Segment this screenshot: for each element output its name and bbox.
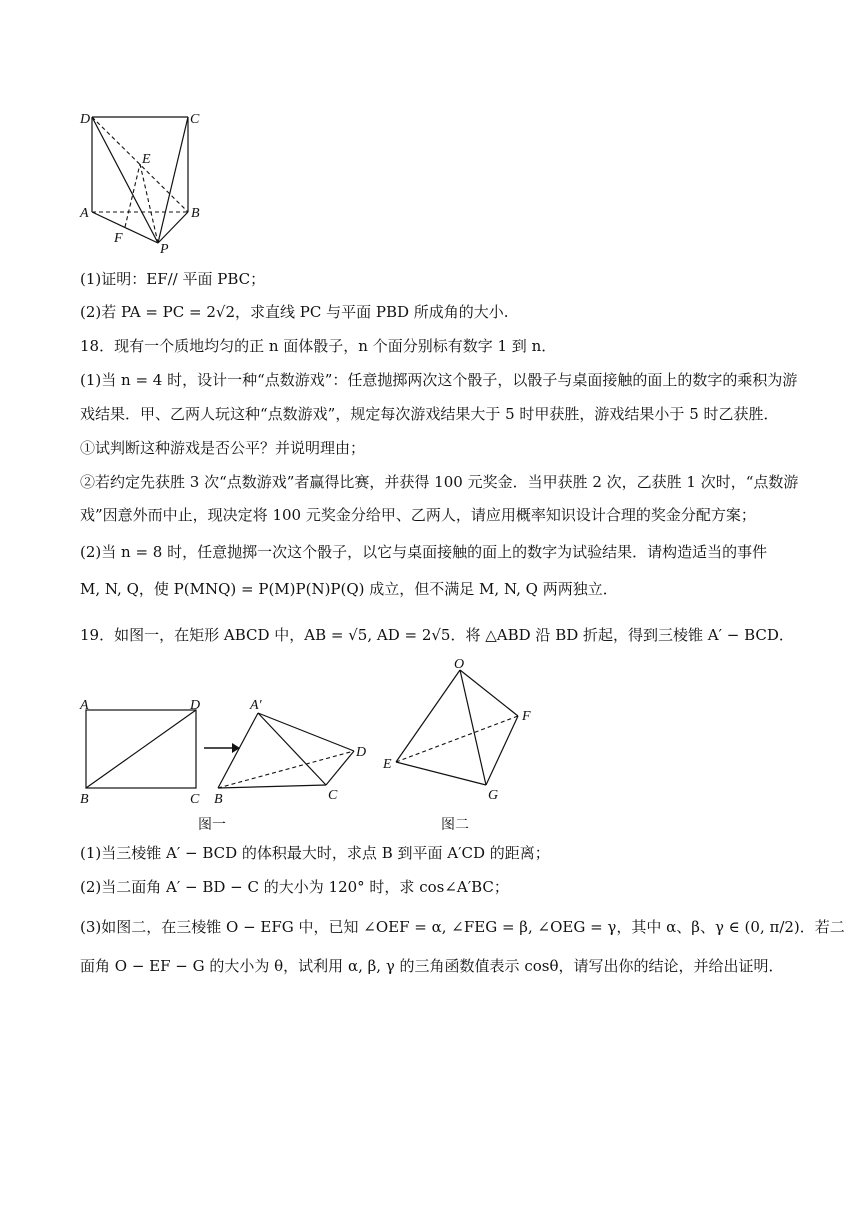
tetra-label-E: E (383, 757, 392, 772)
q18-part2-line2: M, N, Q，使 P(MNQ) = P(M)P(N)P(Q) 成立，但不满足 M, N, Q 两两独立． (80, 580, 618, 598)
q19-part3-line2: 面角 O − EF − G 的大小为 θ，试利用 α, β, γ 的三角函数值表示 cosθ，请写出你的结论，并给出证明． (80, 957, 784, 975)
q18-sub1: ①试判断这种游戏是否公平？并说明理由； (80, 439, 366, 457)
q17-part2: (2)若 PA = PC = 2√2，求直线 PC 与平面 PBD 所成角的大小. (80, 303, 509, 321)
label-D: D (80, 112, 91, 127)
fold-label-A1: A′ (250, 698, 262, 713)
tetrahedron-oefg-figure (380, 654, 550, 804)
tetra-label-G: G (488, 788, 499, 803)
tetra-label-O: O (454, 657, 465, 672)
tetra-label-F: F (522, 709, 531, 724)
label-C: C (190, 112, 200, 127)
q19-part3-line1: (3)如图二，在三棱锥 O − EFG 中，已知 ∠OEF = α, ∠FEG = β, ∠OEG = γ，其中 α、β、γ ∈ (0, π/2)．若二 (80, 918, 845, 936)
fold-label-C: C (328, 788, 338, 803)
rect-label-C: C (190, 792, 200, 807)
q18-part2-line1: (2)当 n = 8 时，任意抛掷一次这个骰子，以它与桌面接触的面上的数字为试验结果．请构造适当的事件 (80, 543, 768, 561)
label-E: E (142, 152, 151, 167)
q18-sub2-line2: 戏”因意外而中止，现决定将 100 元奖金分给甲、乙两人，请应用概率知识设计合理的奖金分配方案； (80, 506, 756, 524)
rect-label-A: A (80, 698, 89, 713)
label-B: B (191, 206, 200, 221)
rectangle-figure (76, 696, 216, 808)
q19-part1: (1)当三棱锥 A′ − BCD 的体积最大时，求点 B 到平面 A′CD 的距离； (80, 844, 550, 862)
figure2-caption: 图二 (441, 817, 469, 833)
q18-part1-line2: 戏结果．甲、乙两人玩这种“点数游戏”，规定每次游戏结果大于 5 时甲获胜，游戏结果小于 5 时乙获胜． (80, 405, 779, 423)
q19-stem: 19．如图一，在矩形 ABCD 中，AB = √5, AD = 2√5．将 △ABD 沿 BD 折起，得到三棱锥 A′ − BCD． (80, 626, 794, 644)
q18-sub2-line1: ②若约定先获胜 3 次“点数游戏”者赢得比赛，并获得 100 元奖金．当甲获胜 2 次，乙获胜 1 次时，“点数游 (80, 473, 799, 491)
prism-figure (76, 106, 216, 256)
q17-part1: (1)证明：EF// 平面 PBC； (80, 270, 266, 288)
label-F: F (114, 231, 123, 246)
label-A: A (80, 206, 89, 221)
fold-label-D: D (356, 745, 367, 760)
q19-part2: (2)当二面角 A′ − BD − C 的大小为 120° 时，求 cos∠A′BC； (80, 878, 509, 896)
rect-label-D: D (190, 698, 201, 713)
q18-stem: 18．现有一个质地均匀的正 n 面体骰子，n 个面分别标有数字 1 到 n． (80, 337, 557, 355)
q18-part1-line1: (1)当 n = 4 时，设计一种“点数游戏”：任意抛掷两次这个骰子，以骰子与桌面接触的面上的数字的乘积为游 (80, 371, 798, 389)
folded-tetrahedron-figure (210, 696, 380, 808)
figure1-caption: 图一 (198, 817, 226, 833)
rect-label-B: B (80, 792, 89, 807)
label-P: P (160, 242, 169, 257)
fold-label-B: B (214, 792, 223, 807)
